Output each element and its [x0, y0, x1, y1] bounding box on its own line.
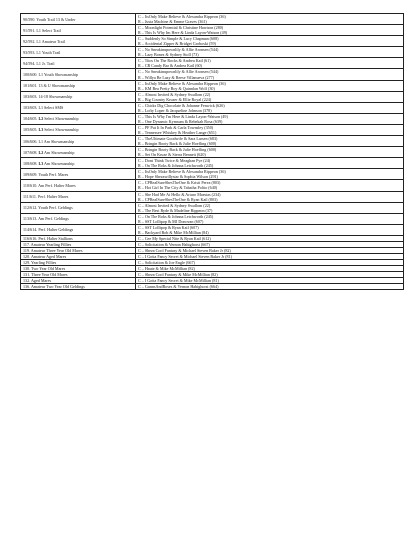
class-name-cell [21, 14, 136, 25]
table-row [21, 169, 404, 180]
class-name-cell [21, 180, 136, 191]
placements-cell [136, 36, 404, 47]
class-name: 94/594. L1 Jr. Trail [23, 60, 55, 66]
champion-entry: C – Haute & Mike McMillian (82) [138, 266, 195, 272]
class-name-cell [21, 136, 136, 147]
placements-cell [136, 69, 404, 80]
table-row [21, 102, 404, 113]
class-name: 91/591. L1 Select Trail [23, 27, 61, 33]
class-name-cell [21, 147, 136, 158]
class-name-cell [21, 58, 136, 69]
reserve-entry: R – Lofty Loper & Jacqueline Johnson (378) [138, 107, 212, 113]
champion-entry: C – GunnsAndRoses & Vernon Habighorst (664) [138, 284, 219, 290]
class-name: 120. Amateur Aged Mares [23, 254, 67, 260]
placements-cell [136, 136, 404, 147]
reserve-entry: R – Willya Be Lazy & Reese Villanueva (277) [138, 74, 215, 80]
class-name-cell [21, 36, 136, 47]
champion-entry: C – Almost Invited & Sydney Swallom (22) [138, 202, 211, 208]
champion-entry: C – Suddenly So Simple & Lucy Chapman (608) [138, 36, 219, 42]
placements-cell [136, 169, 404, 180]
reserve-entry: R – On The Roks & Johnna Letchworth (245) [138, 163, 214, 169]
placements-cell [136, 224, 404, 235]
champion-entry: C – Solicitation & Joe Engle (667) [138, 260, 195, 266]
placements-cell [136, 25, 404, 36]
class-name: 90/590. Youth Trail 13 & Under [23, 16, 76, 22]
class-name: 105/605. L3 Select Showmanship [23, 127, 79, 133]
champion-entry: C – No Sneakinupownlily & Allie Aronsen (544) [138, 69, 219, 75]
champion-entry: C – ItsOnly Make Believe & Alexandra Rippeon (36) [138, 169, 226, 175]
table-row [21, 69, 404, 80]
table-row [21, 191, 404, 202]
table-row [21, 180, 404, 191]
table-row [21, 80, 404, 91]
champion-entry: C – ItsOnly Make Believe & Alexandra Rippeon (36) [138, 14, 226, 19]
class-name-cell [21, 202, 136, 213]
champion-entry: C – Dont Think Twice & Meaghan Pye (24) [138, 158, 211, 164]
class-name: 113/613. Am Perf. Geldings [23, 216, 69, 222]
class-name-cell [21, 91, 136, 102]
table-row [21, 284, 404, 290]
champion-entry: C – Sheza Cool Fantasy & Michael Steven Baker Jr (82) [138, 247, 231, 253]
class-name: 136. Amateur Two Year Old Geldings [23, 284, 85, 290]
champion-entry: C – Titos On The Rocks & Andrea Kail (61) [138, 58, 211, 64]
level-marker: L2 [38, 149, 44, 155]
reserve-entry: R – One Dynamic Kymsum & Rebekah Rosa (639) [138, 118, 223, 124]
class-name: 103/603. 14-18 Showmanship [23, 94, 73, 100]
class-name-cell [21, 113, 136, 124]
class-name: 116/616. Perf. Halter Stallions [23, 235, 73, 241]
class-name-cell [21, 25, 136, 36]
reserve-entry: R – Backyard Bob & Mike McMillian (84) [138, 229, 209, 235]
level-marker: L3 [38, 127, 44, 133]
class-name: 106/606. L1 Am Showmanship [23, 138, 75, 144]
reserve-entry: R – Tennessee Whiskey & Heather Lange (651) [138, 129, 217, 135]
champion-entry: C – Bringin Booty Back & Julie Hoefling (600) [138, 147, 217, 153]
class-name: 117. Amateur Yearling Fillies [23, 241, 72, 247]
champion-entry: C – TheUltimate Goodwife & Sara Larsen (683) [138, 136, 218, 142]
placements-cell [136, 113, 404, 124]
class-name: 132. Aged Mares [23, 278, 52, 284]
champion-entry: C – PF Put It In Park & Carla Townsley (350) [138, 124, 214, 130]
class-name-cell [21, 80, 136, 91]
champion-entry: C – Chicks Dig Chocolate & Johanne Fenwick (626) [138, 102, 225, 108]
reserve-entry: R – Big Country Kruzer & Ellie Royal (224) [138, 96, 212, 102]
champion-entry: C – She Had Me At Hello & Arturo Maestas (234) [138, 191, 221, 197]
class-name-cell [21, 169, 136, 180]
class-name: 110/610. Am Perf. Halter Mares [23, 182, 76, 188]
placements-cell [136, 158, 404, 169]
placements-cell [136, 80, 404, 91]
table-row [21, 36, 404, 47]
table-row [21, 124, 404, 135]
reserve-entry: R – The Best Ryde & Madeline Rippeon (37) [138, 207, 213, 213]
table-row [21, 14, 404, 25]
table-row [21, 202, 404, 213]
reserve-entry: R – KM Bea Pretty Boy & Quinnlan Wolf (30) [138, 85, 215, 91]
reserve-entry: R – CR Candy Bar & Andrea Kail (60) [138, 63, 202, 69]
reserve-entry: R – Bringin Booty Back & Julie Hoefling (600) [138, 141, 217, 147]
class-name: 93/593. L1 Youth Trail [23, 49, 61, 55]
placements-cell [136, 58, 404, 69]
placements-cell [136, 202, 404, 213]
class-name: 108/608. L3 Am Showmanship [23, 160, 75, 166]
champion-entry: C – Sheza Cool Fantasy & Mike McMillian (82) [138, 272, 218, 278]
class-name: 131. Three Year Old Mares [23, 272, 68, 278]
class-name: 111/611. Perf. Halter Mares [23, 194, 69, 200]
champion-entry: C – No Sneakinupownlily & Allie Aronsen (544) [138, 47, 219, 53]
class-name-cell [21, 224, 136, 235]
class-name: 101/601. 13 & U Showmanship [23, 83, 75, 89]
class-name-cell [21, 213, 136, 224]
class-name: 104/605. L2 Select Showmanship [23, 116, 79, 122]
class-name: 129. Yearling Fillies [23, 260, 57, 266]
reserve-entry: R – Lazy Bonez & Sydney Stoll (73) [138, 52, 199, 58]
results-table [20, 13, 404, 290]
table-row [21, 147, 404, 158]
class-name: 100/600. L1 Youth Showmanship [23, 71, 78, 77]
placements-cell [136, 284, 404, 290]
placements-cell [136, 213, 404, 224]
class-name: 109/609. Youth Perf. Mares [23, 171, 69, 177]
class-name-cell [21, 191, 136, 202]
table-row [21, 213, 404, 224]
reserve-entry: R – This Is Why Im Here & Linda Layon-Watson (49) [138, 30, 228, 36]
class-name-cell [21, 158, 136, 169]
class-name-cell [21, 47, 136, 58]
reserve-entry: R – Set On Kruze & Sierra Bennett (620) [138, 152, 206, 158]
reserve-entry: R – SST Lollipop & MJ Donovan (607) [138, 218, 204, 224]
table-row [21, 158, 404, 169]
champion-entry: C – Moonlight Potential & Christine Harrison (280) [138, 25, 224, 31]
table-row [21, 91, 404, 102]
champion-entry: C – This Is Why I'm Here & Linda Layon-Watson (49) [138, 113, 228, 119]
placements-cell [136, 147, 404, 158]
table-row [21, 25, 404, 36]
class-name: 130. Two Year Old Mares [23, 266, 66, 272]
champion-entry: C – I Gotta Fancy Secret & Mike McMillian (81) [138, 278, 219, 284]
placements-cell [136, 124, 404, 135]
champion-entry: C – I Gotta Fancy Secret & Michael Steven Baker Jr (81) [138, 254, 233, 260]
table-row [21, 113, 404, 124]
class-name-cell [21, 284, 136, 290]
champion-entry: C – Cee My Special Nite & Ryan Kail (612) [138, 235, 211, 241]
class-name: 112/612. Youth Perf. Geldings [23, 205, 73, 211]
placements-cell [136, 47, 404, 58]
reserve-entry: R – Hope Shezawillystar & Sophia Wilson (291) [138, 174, 218, 180]
class-name: 92/592. L1 Amateur Trail [23, 38, 65, 44]
table-row [21, 136, 404, 147]
class-name: 119. Amateur Three Year Old Mares [23, 247, 83, 253]
table-row [21, 47, 404, 58]
table-row [21, 58, 404, 69]
placements-cell [136, 91, 404, 102]
reserve-entry: R – Accidental Zipper & Bridget Groboski (59) [138, 41, 216, 47]
class-name-cell [21, 102, 136, 113]
reserve-entry: R – Justa Machine & Emme Graves (361) [138, 19, 207, 25]
champion-entry: C – Solicitation & Vernon Habighorst (667) [138, 241, 210, 247]
placements-cell [136, 191, 404, 202]
class-name: 107/608. L2 Am Showmanship [23, 149, 75, 155]
champion-entry: C – Almost Invited & Sydney Swallom (22) [138, 91, 211, 97]
placements-cell [136, 14, 404, 25]
class-name: 114/614. Perf. Halter Geldings [23, 227, 74, 233]
class-name-cell [21, 69, 136, 80]
champion-entry: C – SST Lollipop & Ryan Kail (607) [138, 224, 199, 230]
champion-entry: C – CPRealSureShesTheOne & Kristi Perea (803) [138, 180, 221, 186]
champion-entry: C – ItsOnly Make Believe & Alexandra Rippeon (36) [138, 80, 226, 86]
class-name-cell [21, 124, 136, 135]
placements-cell [136, 180, 404, 191]
level-marker: L2 [38, 116, 44, 122]
placements-cell [136, 102, 404, 113]
table-row [21, 224, 404, 235]
level-marker: L3 [38, 160, 44, 166]
champion-entry: C – On The Roks & Johnna Letchworth (245) [138, 213, 214, 219]
results-body [21, 14, 404, 290]
reserve-entry: R – Hot Girl In The City & Tabatha Polito (640) [138, 185, 218, 191]
class-name: 103/603. L1 Select SMS [23, 105, 64, 111]
reserve-entry: R – CPRealSureShesTheOne & Ryan Kail (803) [138, 196, 218, 202]
